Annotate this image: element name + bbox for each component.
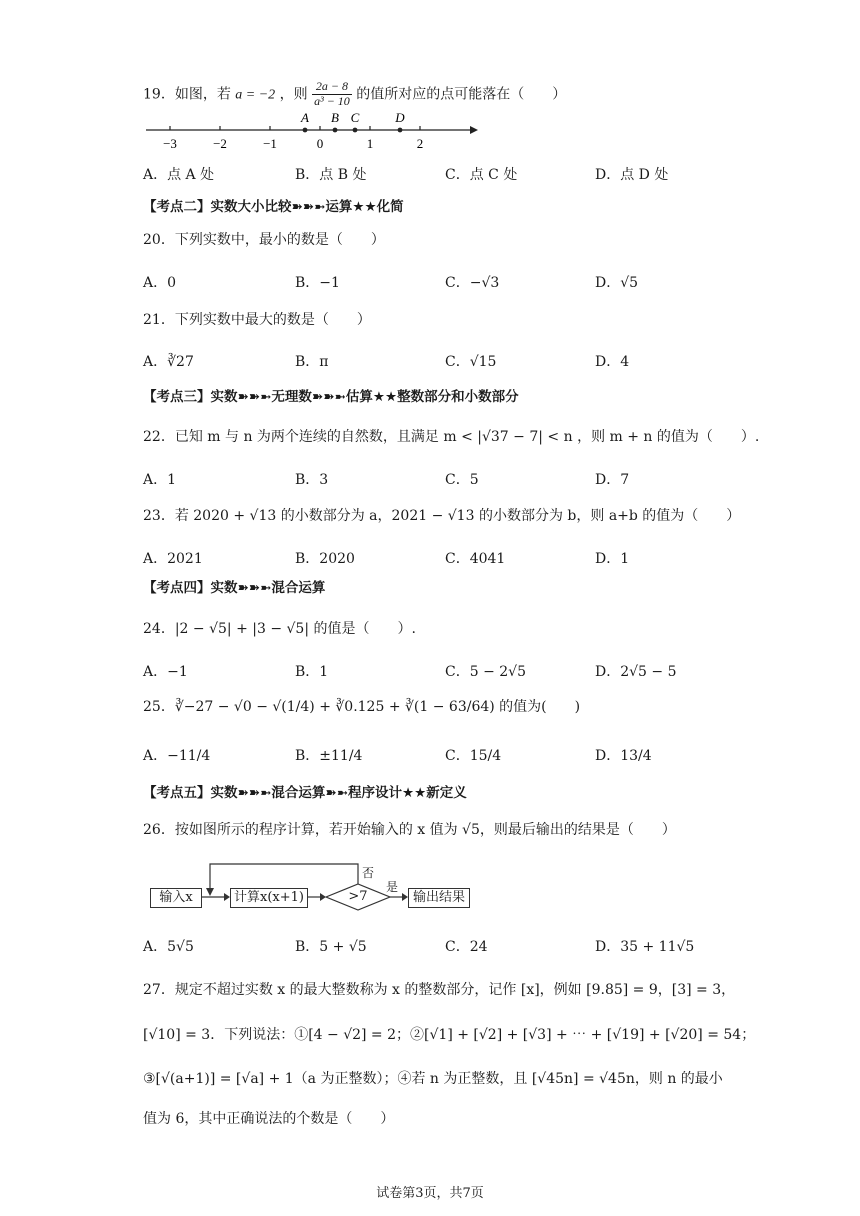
- q21-option-b[interactable]: B．π: [295, 354, 329, 370]
- point-c: [353, 128, 358, 133]
- q19-option-a[interactable]: A．点 A 处: [143, 167, 215, 183]
- axis-tick-label: −2: [213, 136, 227, 151]
- q21-option-d[interactable]: D．4: [595, 354, 630, 370]
- q20-stem: 20．下列实数中，最小的数是（ ）: [143, 232, 385, 248]
- q26-option-a[interactable]: A．5√5: [143, 939, 194, 955]
- q19-option-c[interactable]: C．点 C 处: [445, 167, 518, 183]
- q21-option-c[interactable]: C．√15: [445, 354, 497, 370]
- q27-line-2: [√10] = 3．下列说法：①[4 − √2] = 2；②[√1] + [√2] + [√3] + ⋯ + [√19] + [√20] = 54；: [143, 1027, 756, 1043]
- q24-option-b[interactable]: B．1: [295, 664, 329, 680]
- q22-option-c[interactable]: C．5: [445, 472, 479, 488]
- q23-option-c[interactable]: C．4041: [445, 551, 506, 567]
- q25-option-a[interactable]: A．−11/4: [143, 748, 211, 764]
- q19-option-b[interactable]: B．点 B 处: [295, 167, 367, 183]
- page-footer: 试卷第3页，共7页: [376, 1186, 484, 1201]
- q22-stem: 22．已知 m 与 n 为两个连续的自然数，且满足 m < |√37 − 7| < n ，则 m + n 的值为（ ）.: [143, 429, 760, 445]
- section-heading-3: 【考点三】实数➽➽➼无理数➽➽➼估算★★整数部分和小数部分: [143, 389, 519, 405]
- axis-tick-label: −3: [163, 136, 177, 151]
- point-b: [333, 128, 338, 133]
- q20-option-a[interactable]: A．0: [143, 275, 177, 291]
- flow-input-box: 输入x: [150, 888, 202, 908]
- point-label-a: A: [301, 110, 309, 125]
- q19-option-d[interactable]: D．点 D 处: [595, 167, 669, 183]
- q19-fraction: $\frac{2a - 8}{\text{a³ − 10}}$: [314, 79, 350, 108]
- q22-option-d[interactable]: D．7: [595, 472, 630, 488]
- q23-option-d[interactable]: D．1: [595, 551, 630, 567]
- point-label-b: B: [331, 110, 339, 125]
- flow-calc-box: 计算x(x+1): [230, 888, 308, 908]
- point-a: [303, 128, 308, 133]
- q25-option-c[interactable]: C．15/4: [445, 748, 502, 764]
- q27-line-1: 27．规定不超过实数 x 的最大整数称为 x 的整数部分，记作 [x]，例如 [9.85] = 9，[3] = 3，: [143, 982, 736, 998]
- q24-option-d[interactable]: D．2√5 − 5: [595, 664, 677, 680]
- q20-option-d[interactable]: D．√5: [595, 275, 639, 291]
- axis-tick-label: −1: [263, 136, 277, 151]
- q24-option-c[interactable]: C．5 − 2√5: [445, 664, 526, 680]
- q27-line-3: ③[√(a+1)] = [√a] + 1（a 为正整数）；④若 n 为正整数，且 [√45n] = √45n，则 n 的最小: [143, 1071, 723, 1087]
- q26-option-c[interactable]: C．24: [445, 939, 488, 955]
- section-heading-4: 【考点四】实数➽➽➼混合运算: [143, 580, 326, 596]
- flow-yes-label: 是: [386, 880, 399, 894]
- q26-stem: 26．按如图所示的程序计算，若开始输入的 x 值为 √5，则最后输出的结果是（ ）: [143, 822, 676, 838]
- q25-option-d[interactable]: D．13/4: [595, 748, 652, 764]
- q23-option-b[interactable]: B．2020: [295, 551, 355, 567]
- q25-stem: 25．∛−27 − √0 − √(1/4) + ∛0.125 + ∛(1 − 63/64) 的值为( ): [143, 699, 581, 715]
- point-label-c: C: [350, 110, 360, 125]
- q22-option-a[interactable]: A．1: [143, 472, 177, 488]
- section-heading-5: 【考点五】实数➽➽➼混合运算➽➼程序设计★★新定义: [143, 785, 467, 801]
- point-label-d: D: [395, 110, 405, 125]
- section-heading-2: 【考点二】实数大小比较➽➽➼运算★★化简: [143, 199, 404, 215]
- q26-option-b[interactable]: B．5 + √5: [295, 939, 367, 955]
- flow-no-label: 否: [362, 866, 375, 880]
- q25-option-b[interactable]: B．±11/4: [295, 748, 363, 764]
- program-flowchart: [140, 858, 480, 918]
- axis-tick-label: 1: [366, 136, 374, 151]
- q21-option-a[interactable]: A．∛27: [143, 354, 194, 370]
- number-line: [140, 110, 480, 154]
- flow-condition: >7: [348, 889, 368, 904]
- flow-output-box: 输出结果: [408, 888, 470, 908]
- q26-option-d[interactable]: D．35 + 11√5: [595, 939, 695, 955]
- q23-option-a[interactable]: A．2021: [143, 551, 203, 567]
- point-d: [398, 128, 403, 133]
- axis-tick-label: 0: [316, 136, 324, 151]
- q19-stem: 19．如图，若 a = −2 ，则 $\frac{2a - 8}{\text{a³ − 10}}$ 的值所对应的点可能落在（ ）: [143, 79, 567, 108]
- q23-stem: 23．若 2020 + √13 的小数部分为 a，2021 − √13 的小数部分为 b，则 a+b 的值为（ ）: [143, 508, 741, 524]
- q24-option-a[interactable]: A．−1: [143, 664, 188, 680]
- q20-option-b[interactable]: B．−1: [295, 275, 340, 291]
- q24-stem: 24．|2 − √5| + |3 − √5| 的值是（ ）.: [143, 621, 416, 637]
- q27-line-4: 值为 6，其中正确说法的个数是（ ）: [143, 1111, 395, 1127]
- q21-stem: 21．下列实数中最大的数是（ ）: [143, 312, 371, 328]
- q22-option-b[interactable]: B．3: [295, 472, 329, 488]
- q20-option-c[interactable]: C．−√3: [445, 275, 500, 291]
- axis-tick-label: 2: [416, 136, 424, 151]
